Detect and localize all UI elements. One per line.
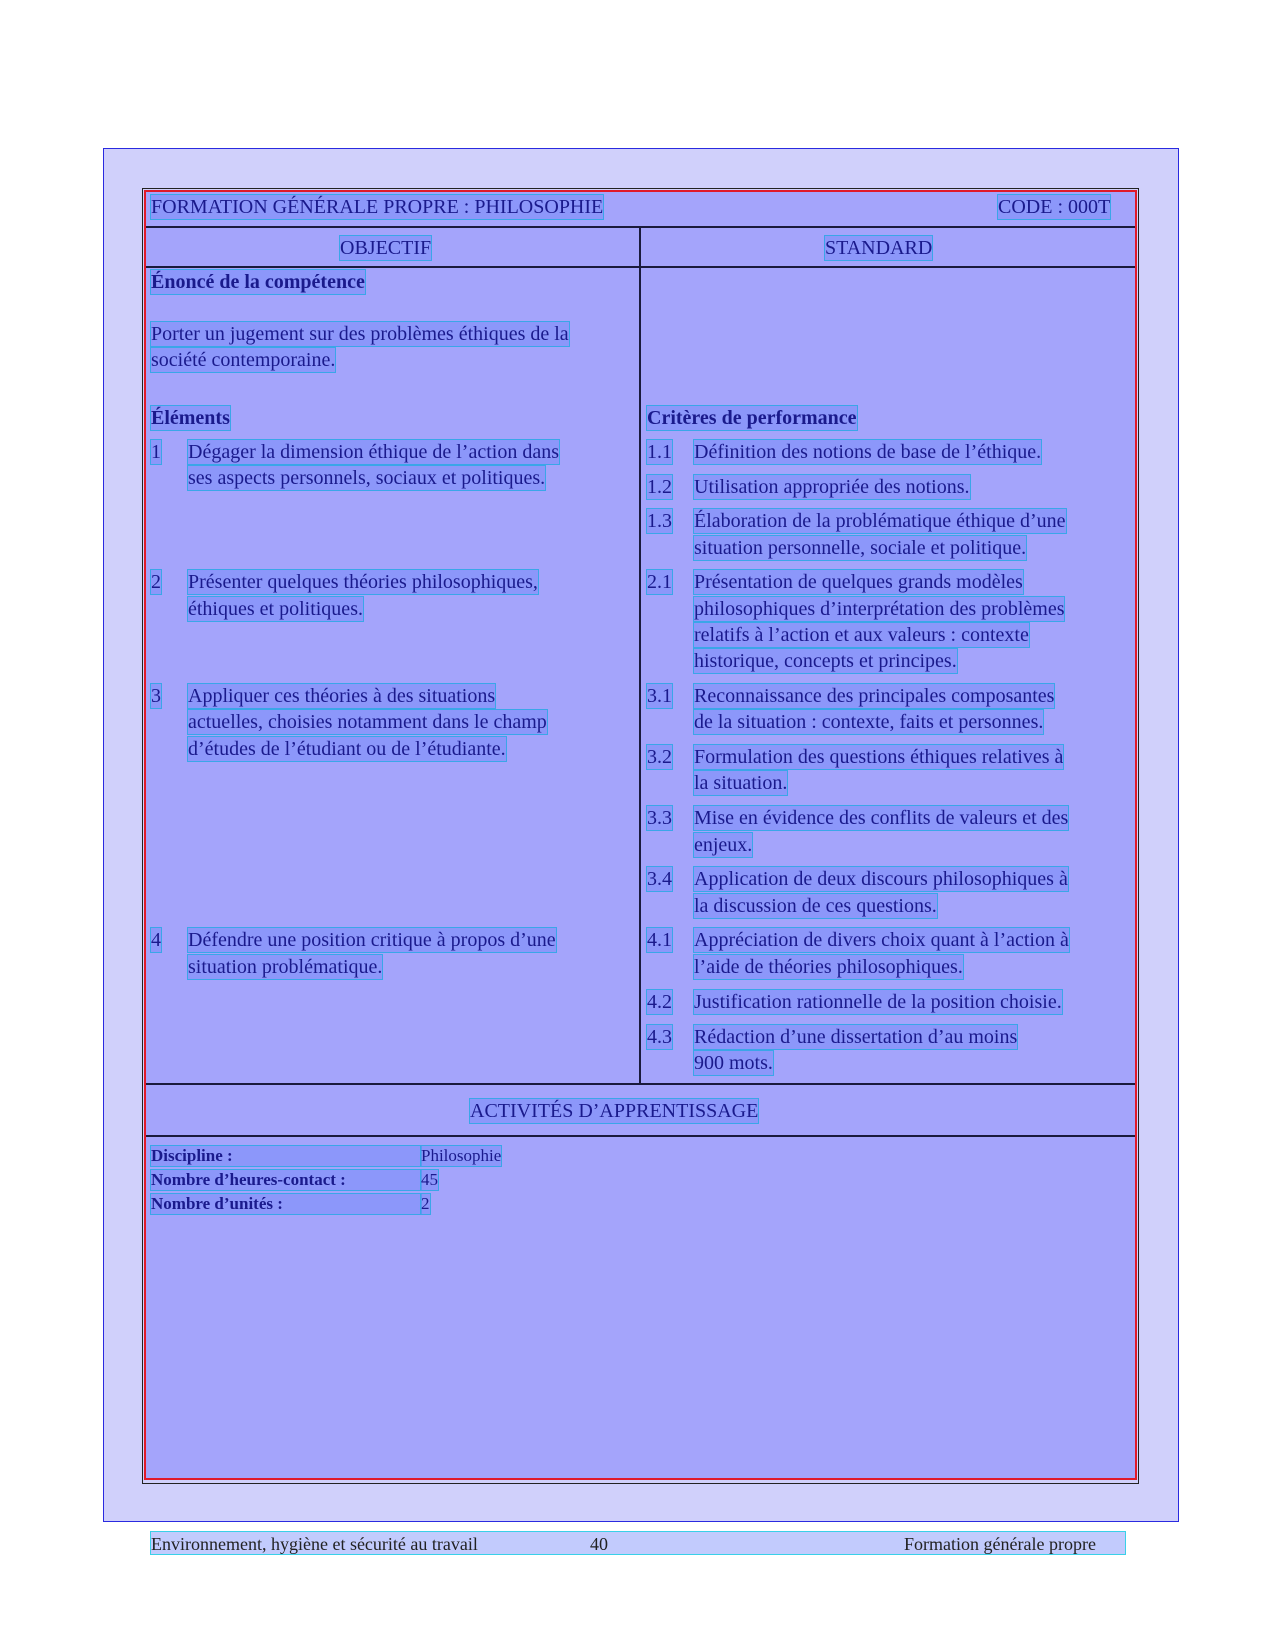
row-divider-header bbox=[146, 226, 1135, 228]
row-divider-activities-bottom bbox=[146, 1135, 1135, 1137]
form-code: CODE : 000T bbox=[998, 196, 1111, 218]
element-number: 1 bbox=[151, 441, 161, 463]
element-text: d’études de l’étudiant ou de l’étudiante. bbox=[188, 738, 506, 760]
footer-left: Environnement, hygiène et sécurité au travail bbox=[151, 1534, 478, 1554]
criterion-number: 4.1 bbox=[647, 929, 672, 951]
competence-heading: Énoncé de la compétence bbox=[151, 271, 365, 293]
hours-value: 45 bbox=[421, 1170, 438, 1189]
column-divider bbox=[639, 226, 641, 1084]
criterion-text: Définition des notions de base de l’éthique. bbox=[694, 441, 1042, 463]
element-text: Dégager la dimension éthique de l’action dans bbox=[188, 441, 559, 463]
units-label: Nombre d’unités : bbox=[151, 1194, 421, 1214]
criterion-number: 4.2 bbox=[647, 991, 672, 1013]
criterion-text: Mise en évidence des conflits de valeurs et des bbox=[694, 807, 1069, 829]
criterion-text: situation personnelle, sociale et politique. bbox=[694, 537, 1027, 559]
criterion-text: de la situation : contexte, faits et personnes. bbox=[694, 711, 1044, 733]
hours-label: Nombre d’heures-contact : bbox=[151, 1170, 421, 1190]
criterion-text: Présentation de quelques grands modèles bbox=[694, 571, 1023, 593]
criteria-heading: Critères de performance bbox=[647, 407, 857, 429]
column-header-objectif: OBJECTIF bbox=[340, 237, 432, 259]
element-text: Défendre une position critique à propos d’une bbox=[188, 929, 556, 951]
criterion-number: 4.3 bbox=[647, 1026, 672, 1048]
criterion-text: l’aide de théories philosophiques. bbox=[694, 956, 963, 978]
units-value: 2 bbox=[421, 1194, 430, 1213]
criterion-text: la situation. bbox=[694, 772, 788, 794]
element-number: 3 bbox=[151, 685, 161, 707]
criterion-text: historique, concepts et principes. bbox=[694, 650, 957, 672]
element-text: éthiques et politiques. bbox=[188, 598, 363, 620]
activities-title: ACTIVITÉS D’APPRENTISSAGE bbox=[470, 1100, 759, 1122]
criterion-text: Reconnaissance des principales composantes bbox=[694, 685, 1055, 707]
criterion-number: 2.1 bbox=[647, 571, 672, 593]
competence-text: société contemporaine. bbox=[151, 349, 336, 371]
column-header-standard: STANDARD bbox=[825, 237, 933, 259]
criterion-text: Rédaction d’une dissertation d’au moins bbox=[694, 1026, 1018, 1048]
row-divider-columns bbox=[146, 266, 1135, 268]
criterion-number: 3.1 bbox=[647, 685, 672, 707]
criterion-text: Formulation des questions éthiques relatives à bbox=[694, 746, 1064, 768]
criterion-text: Justification rationnelle de la position choisie. bbox=[694, 991, 1062, 1013]
form-title: FORMATION GÉNÉRALE PROPRE : PHILOSOPHIE bbox=[151, 196, 604, 218]
criterion-number: 1.3 bbox=[647, 510, 672, 532]
element-text: Appliquer ces théories à des situations bbox=[188, 685, 496, 707]
criterion-text: Application de deux discours philosophiques à bbox=[694, 868, 1068, 890]
criterion-text: Appréciation de divers choix quant à l’action à bbox=[694, 929, 1069, 951]
criterion-number: 3.3 bbox=[647, 807, 672, 829]
competence-text: Porter un jugement sur des problèmes éthiques de la bbox=[151, 323, 569, 345]
criterion-text: relatifs à l’action et aux valeurs : contexte bbox=[694, 624, 1029, 646]
criterion-text: enjeux. bbox=[694, 834, 753, 856]
criterion-text: 900 mots. bbox=[694, 1052, 773, 1074]
element-text: Présenter quelques théories philosophiques, bbox=[188, 571, 538, 593]
elements-heading: Éléments bbox=[151, 407, 230, 429]
row-divider-activities-top bbox=[146, 1083, 1135, 1085]
element-text: actuelles, choisies notamment dans le champ bbox=[188, 711, 547, 733]
criterion-number: 3.4 bbox=[647, 868, 672, 890]
criterion-number: 1.2 bbox=[647, 476, 672, 498]
criterion-text: philosophiques d’interprétation des problèmes bbox=[694, 598, 1065, 620]
criterion-text: Utilisation appropriée des notions. bbox=[694, 476, 970, 498]
criterion-number: 1.1 bbox=[647, 441, 672, 463]
criterion-text: Élaboration de la problématique éthique d’une bbox=[694, 510, 1066, 532]
element-text: situation problématique. bbox=[188, 956, 383, 978]
discipline-label: Discipline : bbox=[151, 1146, 421, 1166]
element-text: ses aspects personnels, sociaux et politiques. bbox=[188, 467, 546, 489]
element-number: 2 bbox=[151, 571, 161, 593]
footer-page-number: 40 bbox=[590, 1534, 608, 1554]
element-number: 4 bbox=[151, 929, 161, 951]
footer-right: Formation générale propre bbox=[904, 1534, 1096, 1554]
competency-table bbox=[144, 190, 1137, 1480]
criterion-text: la discussion de ces questions. bbox=[694, 895, 937, 917]
discipline-value: Philosophie bbox=[421, 1146, 502, 1165]
criterion-number: 3.2 bbox=[647, 746, 672, 768]
